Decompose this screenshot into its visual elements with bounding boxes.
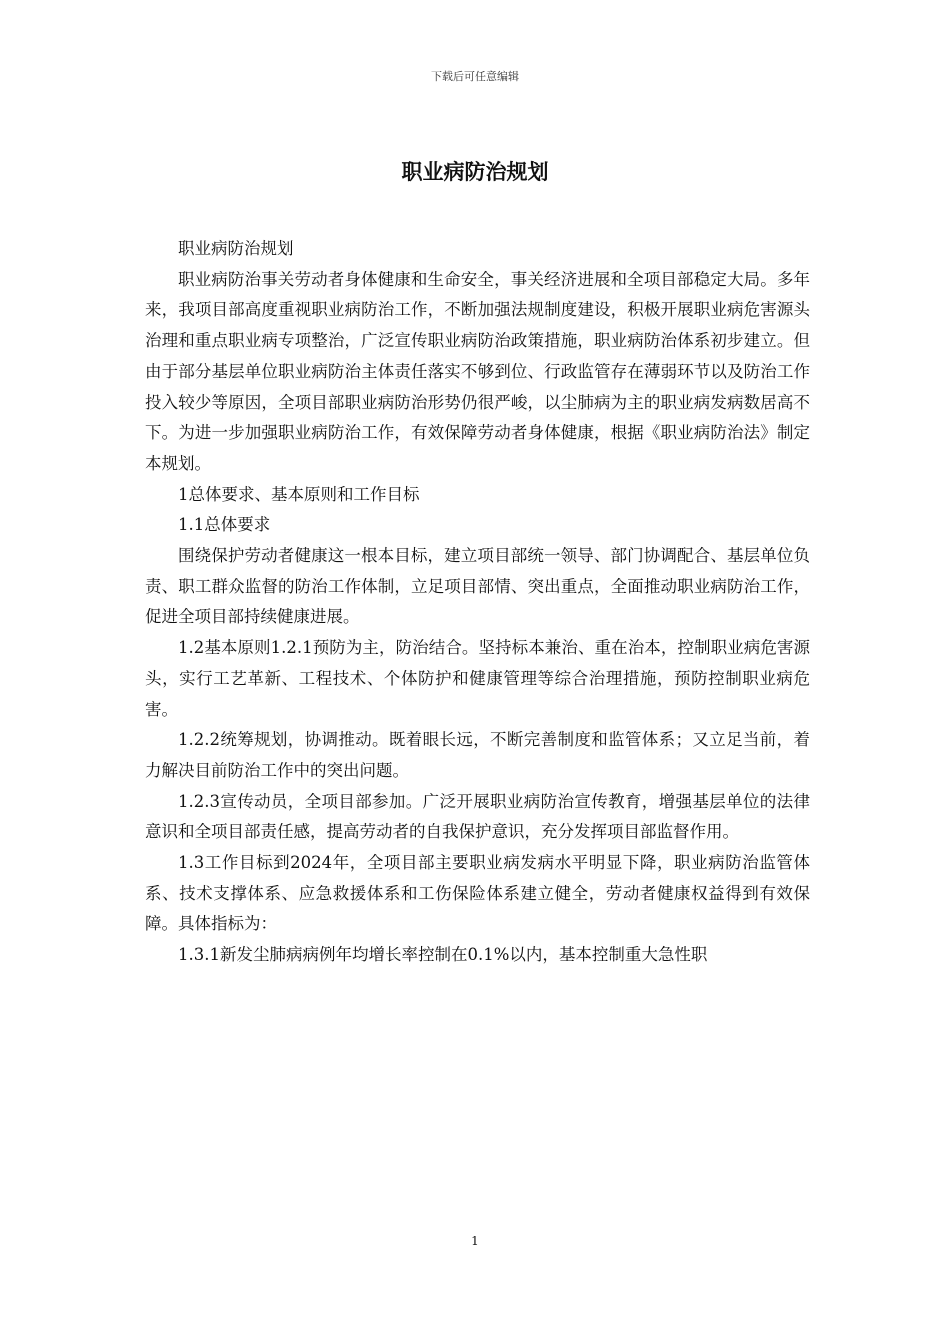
section-heading-1: 1总体要求、基本原则和工作目标	[178, 484, 420, 504]
paragraph-principle-1-2-1: 1.2基本原则1.2.1预防为主，防治结合。坚持标本兼治、重在治本，控制职业病危害源头，实行工艺革新、工程技术、个体防护和健康管理等综合治理措施，预防控制职业病危害。	[145, 638, 810, 719]
paragraph-principle-1-2-3: 1.2.3宣传动员，全项目部参加。广泛开展职业病防治宣传教育，增强基层单位的法律意识和全项目部责任感，提高劳动者的自我保护意识，充分发挥项目部监督作用。	[145, 791, 810, 842]
paragraph-indicator-1-3-1: 1.3.1新发尘肺病病例年均增长率控制在0.1%以内，基本控制重大急性职	[178, 945, 708, 965]
document-title: 职业病防治规划	[401, 159, 549, 184]
paragraph-general-requirements: 围绕保护劳动者健康这一根本目标，建立项目部统一领导、部门协调配合、基层单位负责、职工群众监督的防治工作体制，立足项目部情、突出重点，全面推动职业病防治工作，促进全项目部持续健康进展。	[145, 546, 810, 627]
page-number: 1	[471, 1234, 479, 1248]
header-note: 下载后可任意编辑	[431, 70, 519, 83]
paragraph-principle-1-2-2: 1.2.2统筹规划，协调推动。既着眼长远，不断完善制度和监管体系；又立足当前，着力解决目前防治工作中的突出问题。	[145, 730, 810, 780]
document-body	[145, 234, 810, 971]
paragraph-preamble: 职业病防治事关劳动者身体健康和生命安全，事关经济进展和全项目部稳定大局。多年来，我项目部高度重视职业病防治工作，不断加强法规制度建设，积极开展职业病危害源头治理和重点职业病专项整治，广泛宣传职业病防治政策措施，职业病防治体系初步建立。但由于部分基层单位职业病防治主体责任落实不够到位、行政监管存在薄弱环节以及防治工作投入较少等原因，全项目部职业病防治形势仍很严峻，以尘肺病为主的职业病发病数居高不下。为进一步加强职业病防治工作，有效保障劳动者身体健康，根据《职业病防治法》制定本规划。	[145, 269, 810, 473]
paragraph-intro-heading: 职业病防治规划	[178, 239, 294, 258]
section-heading-1-1: 1.1总体要求	[178, 515, 271, 535]
paragraph-goals-1-3: 1.3工作目标到2024年，全项目部主要职业病发病水平明显下降，职业病防治监管体系、技术支撑体系、应急救援体系和工伤保险体系建立健全，劳动者健康权益得到有效保障。具体指标为：	[145, 853, 810, 934]
